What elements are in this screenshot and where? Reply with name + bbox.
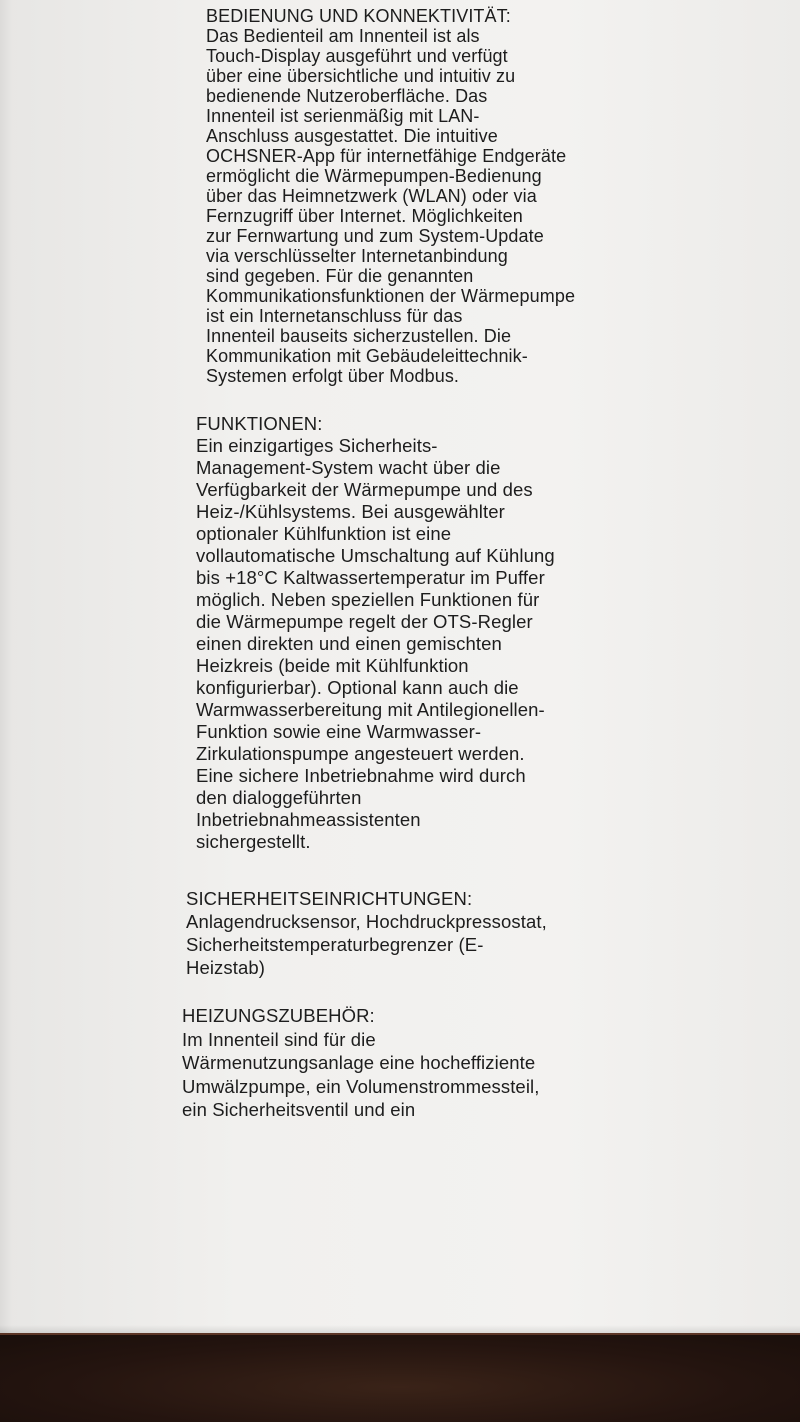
section-sicherheitseinrichtungen: SICHERHEITSEINRICHTUNGEN: Anlagendrucksensor, Hochdruckpressostat, Sicherheitstemperaturbegrenzer (E- Heizstab) [186, 888, 547, 978]
section-heizungszubehoer: HEIZUNGSZUBEHÖR: Im Innenteil sind für die Wärmenutzungsanlage eine hocheffiziente Umwälzpumpe, ein Volumenstrommessteil, ein Sicherheitsventil und ein [182, 1005, 540, 1120]
section-funktionen: FUNKTIONEN: Ein einzigartiges Sicherheits- Management-System wacht über die Verfügbarkeit der Wärmepumpe und des Heiz-/Kühlsystems. Bei ausgewählter optionaler Kühlfunktion ist eine vollautomatische Umschaltung auf Kühlung bis +18°C Kaltwassertemperatur im Puffer möglich. Neben speziellen Funktionen für die Wärmepumpe regelt der OTS-Regler einen direkten und einen gemischten Heizkreis (beide mit Kühlfunktion konfigurierbar). Optional kann auch die Warmwasserbereitung mit Antilegionellen- Funktion sowie eine Warmwasser- Zirkulationspumpe angesteuert werden. Eine sichere Inbetriebnahme wird durch den dialoggeführten Inbetriebnahmeassistenten sichergestellt. [196, 413, 555, 852]
page-shadow [0, 0, 12, 1335]
section-bedienung-konnektivitaet: BEDIENUNG UND KONNEKTIVITÄT: Das Bedienteil am Innenteil ist als Touch-Display ausgeführt und verfügt über eine übersichtliche und intuitiv zu bedienende Nutzeroberfläche. Das Innenteil ist serienmäßig mit LAN- Anschluss ausgestattet. Die intuitive OCHSNER-App für internetfähige Endgeräte ermöglicht die Wärmepumpen-Bedienung über das Heimnetzwerk (WLAN) oder via Fernzugriff über Internet. Möglichkeiten zur Fernwartung und zum System-Update via verschlüsselter Internetanbindung sind gegeben. Für die genannten Kommunikationsfunktionen der Wärmepumpe ist ein Internetanschluss für das Innenteil bauseits sicherzustellen. Die Kommunikation mit Gebäudeleittechnik- Systemen erfolgt über Modbus. [206, 6, 576, 386]
table-surface [0, 1335, 800, 1422]
